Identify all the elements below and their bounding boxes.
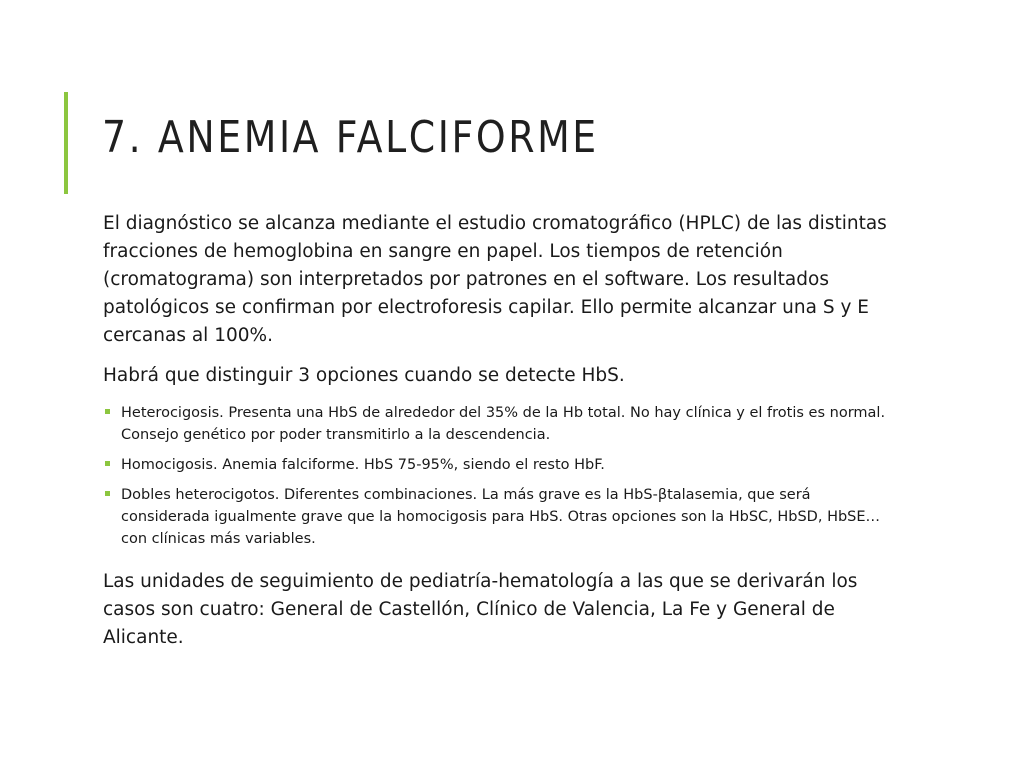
bullet-text: Homocigosis. Anemia falciforme. HbS 75-95%, siendo el resto HbF. (121, 457, 605, 473)
square-bullet-icon (105, 409, 110, 414)
referral-units-paragraph: Las unidades de seguimiento de pediatría-hematología a las que se derivarán los casos son cuatro: General de Castellón, Clínico de Valencia, La Fe y General de Alicante. (103, 571, 858, 648)
slide-title: 7. ANEMIA FALCIFORME (102, 112, 599, 163)
bullet-item-dobles-heterocigotos (103, 484, 903, 550)
options-bullet-list (103, 402, 903, 550)
bullet-text: Heterocigosis. Presenta una HbS de alrededor del 35% de la Hb total. No hay clínica y el frotis es normal. Consejo genético por poder transmitirlo a la descendencia. (121, 405, 886, 443)
bullet-item-heterocigosis (103, 402, 903, 446)
diagnosis-paragraph: El diagnóstico se alcanza mediante el estudio cromatográfico (HPLC) de las distintas fracciones de hemoglobina en sangre en papel. Los tiempos de retención (cromatograma) son interpretados por patrones en el software. Los resultados patológicos se confirman por electroforesis capilar. Ello permite alcanzar una S y E cercanas al 100%. (103, 213, 887, 346)
options-intro-paragraph: Habrá que distinguir 3 opciones cuando se detecte HbS. (103, 365, 625, 386)
bullet-text: Dobles heterocigotos. Diferentes combinaciones. La más grave es la HbS-βtalasemia, que será considerada igualmente grave que la homocigosis para HbS. Otras opciones son la HbSC, HbSD, HbSE… con clínicas más variables. (121, 487, 881, 547)
slide-body (103, 210, 903, 664)
bullet-item-homocigosis (103, 454, 903, 476)
square-bullet-icon (105, 491, 110, 496)
title-accent-bar (64, 92, 68, 194)
square-bullet-icon (105, 461, 110, 466)
